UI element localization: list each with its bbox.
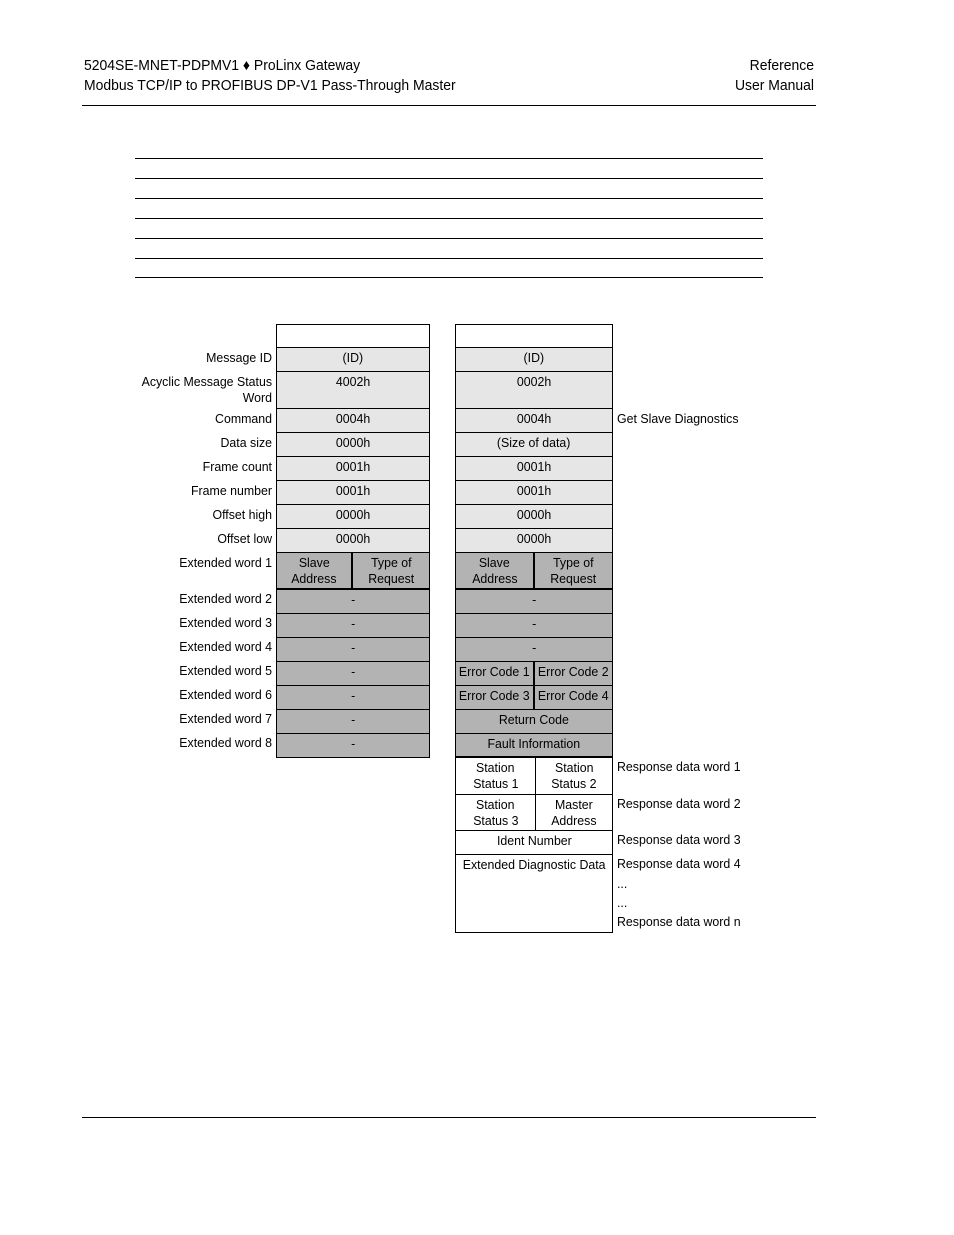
- request-ext6: -: [277, 686, 429, 710]
- response-ext2: -: [456, 590, 612, 614]
- header-product-line2: Modbus TCP/IP to PROFIBUS DP-V1 Pass-Through Master: [84, 77, 456, 94]
- header-product-line1: 5204SE-MNET-PDPMV1 ♦ ProLinx Gateway: [84, 57, 361, 74]
- response-type-of-request: Type of Request: [535, 553, 612, 590]
- note-ellipsis-2: ...: [617, 895, 628, 910]
- response-ext3: -: [456, 614, 612, 638]
- request-header-blank: [277, 325, 429, 348]
- label-frame-count: Frame count: [202, 459, 272, 474]
- request-ext4: -: [277, 638, 429, 662]
- request-type-of-request: Type of Request: [353, 553, 429, 590]
- table-rule: [135, 218, 763, 219]
- label-offset-low: Offset low: [217, 531, 272, 546]
- response-ext4: -: [456, 638, 612, 662]
- label-ext2: Extended word 2: [179, 591, 272, 606]
- response-extended-diagnostic-data: Extended Diagnostic Data: [456, 855, 612, 932]
- request-column: [276, 324, 430, 758]
- note-response-data-word-n: Response data word n: [617, 914, 741, 929]
- label-status-word-1: Acyclic Message Status: [141, 374, 272, 389]
- response-master-address: Master Address: [536, 795, 612, 831]
- request-ext5: -: [277, 662, 429, 686]
- response-column: [455, 324, 613, 933]
- request-frame-number: 0001h: [277, 481, 429, 505]
- request-ext8: -: [277, 734, 429, 757]
- request-data-size: 0000h: [277, 433, 429, 457]
- response-error-code-3: Error Code 3: [456, 686, 535, 710]
- label-data-size: Data size: [220, 435, 272, 450]
- note-get-slave-diagnostics: Get Slave Diagnostics: [617, 411, 739, 426]
- label-command: Command: [215, 411, 272, 426]
- label-message-id: Message ID: [206, 350, 272, 365]
- response-station-status-3: Station Status 3: [456, 795, 536, 831]
- response-frame-number: 0001h: [456, 481, 612, 505]
- header-product: [84, 56, 456, 96]
- table-rule: [135, 158, 763, 159]
- response-frame-count: 0001h: [456, 457, 612, 481]
- request-ext2: -: [277, 590, 429, 614]
- response-station-status-1: Station Status 1: [456, 758, 536, 795]
- label-ext5: Extended word 5: [179, 663, 272, 678]
- response-header-blank: [456, 325, 612, 348]
- request-ext3: -: [277, 614, 429, 638]
- response-error-code-1: Error Code 1: [456, 662, 535, 686]
- response-error-code-4: Error Code 4: [535, 686, 612, 710]
- label-offset-high: Offset high: [212, 507, 272, 522]
- label-ext3: Extended word 3: [179, 615, 272, 630]
- label-ext8: Extended word 8: [179, 735, 272, 750]
- response-slave-address: Slave Address: [456, 553, 535, 590]
- request-command: 0004h: [277, 409, 429, 433]
- table-rule: [135, 198, 763, 199]
- request-status-word: 4002h: [277, 372, 429, 409]
- label-frame-number: Frame number: [191, 483, 272, 498]
- label-ext6: Extended word 6: [179, 687, 272, 702]
- footer-rule: [82, 1117, 816, 1118]
- response-error-code-2: Error Code 2: [535, 662, 612, 686]
- response-station-status-2: Station Status 2: [536, 758, 612, 795]
- note-ellipsis-1: ...: [617, 876, 628, 891]
- table-rule: [135, 238, 763, 239]
- header-section-line2: User Manual: [734, 77, 814, 94]
- response-offset-high: 0000h: [456, 505, 612, 529]
- response-command: 0004h: [456, 409, 612, 433]
- note-response-data-word-1: Response data word 1: [617, 759, 741, 774]
- label-ext4: Extended word 4: [179, 639, 272, 654]
- request-slave-address: Slave Address: [277, 553, 353, 590]
- note-response-data-word-3: Response data word 3: [617, 832, 741, 847]
- header-rule: [82, 105, 816, 106]
- request-offset-high: 0000h: [277, 505, 429, 529]
- table-rule: [135, 258, 763, 259]
- request-message-id: (ID): [277, 348, 429, 372]
- label-ext1: Extended word 1: [179, 555, 272, 570]
- table-rule: [135, 277, 763, 278]
- response-status-word: 0002h: [456, 372, 612, 409]
- label-status-word-2: Word: [242, 390, 272, 405]
- header-section-line1: Reference: [749, 57, 814, 74]
- request-offset-low: 0000h: [277, 529, 429, 553]
- response-data-size: (Size of data): [456, 433, 612, 457]
- response-ident-number: Ident Number: [456, 831, 612, 855]
- note-response-data-word-4: Response data word 4: [617, 856, 741, 871]
- label-ext7: Extended word 7: [179, 711, 272, 726]
- response-message-id: (ID): [456, 348, 612, 372]
- request-ext7: -: [277, 710, 429, 734]
- response-offset-low: 0000h: [456, 529, 612, 553]
- response-return-code: Return Code: [456, 710, 612, 734]
- header-section: [735, 56, 814, 96]
- table-rule: [135, 178, 763, 179]
- response-fault-information: Fault Information: [456, 734, 612, 758]
- request-frame-count: 0001h: [277, 457, 429, 481]
- note-response-data-word-2: Response data word 2: [617, 796, 741, 811]
